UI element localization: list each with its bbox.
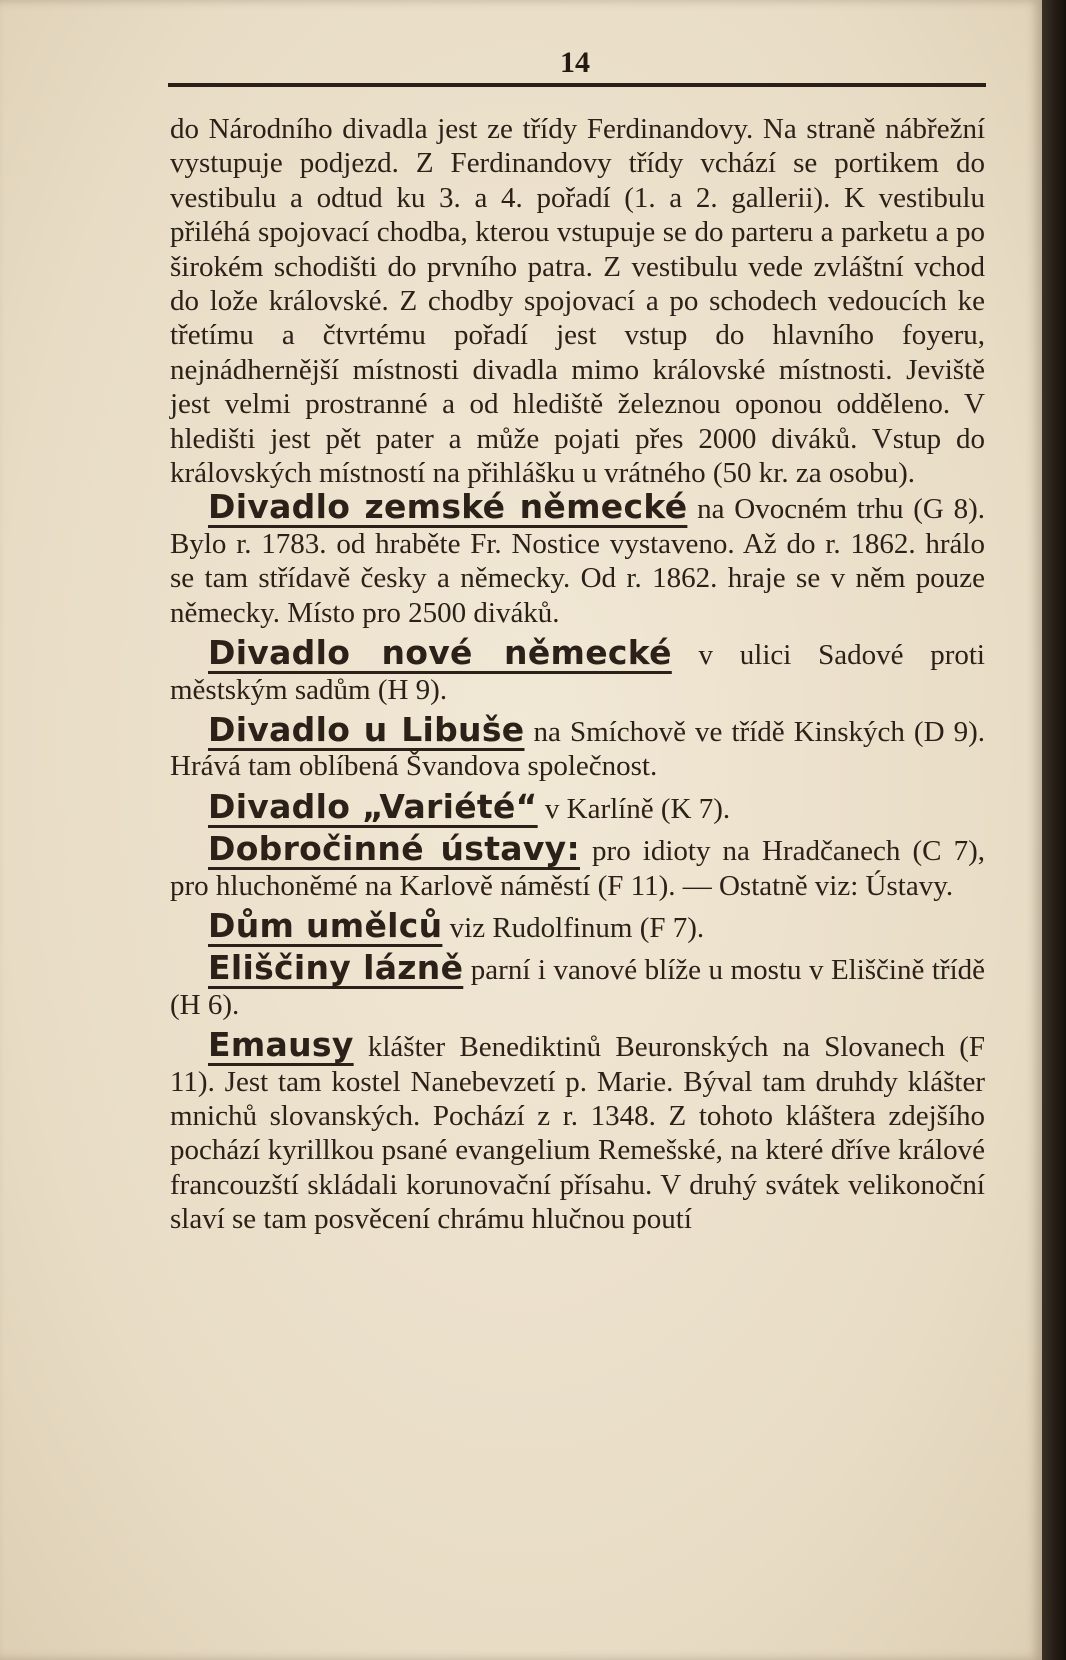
page-number: 14 (560, 46, 590, 79)
entry-headword: Divadlo u Libuše (208, 709, 525, 749)
entry-headword: Divadlo nové německé (208, 633, 672, 673)
page-text (170, 112, 985, 1237)
entry-divadlo-zemske-nemecke (170, 487, 985, 630)
entry-divadlo-nove-nemecke (170, 633, 985, 707)
entry-divadlo-variete (170, 786, 985, 826)
entry-headword: Emausy (208, 1025, 354, 1065)
entry-headword: Dům umělců (208, 905, 443, 945)
entry-dum-umelcu (170, 905, 985, 945)
entry-text: v ulici Sadové proti městským sadům (H 9). (170, 639, 985, 706)
entry-emausy (170, 1025, 985, 1236)
entry-elisciny-lazne (170, 948, 985, 1022)
entry-text: viz Rudolfinum (F 7). (442, 911, 705, 944)
entry-headword: Dobročinné ústavy: (208, 829, 580, 869)
entry-dobrocinne-ustavy (170, 829, 985, 903)
entry-text: parní i vanové blíže u mostu v Eliščině třídě (H 6). (170, 954, 985, 1021)
intro-paragraph: do Národního divadla jest ze třídy Ferdinandovy. Na straně nábřežní vystupuje podjezd. Z Ferdinandovy třídy vchází se portikem do vestibulu a odtud ku 3. a 4. pořadí (1. a 2. gallerii). K vestibulu přiléhá spojovací chodba, kterou vstupuje se do parteru a parketu a po širokém schodišti do prvního patra. Z vestibulu vede zvláštní vchod do lože královské. Z chodby spojovací a po schodech vedoucích ke třetímu a čtvrtému pořadí jest vstup do hlavního foyeru, nejnádhernější místnosti divadla mimo královské místnosti. Jeviště jest velmi prostranné a od hlediště železnou oponou odděleno. V hledišti jest pět pater a může pojati přes 2000 diváků. Vstup do královských místností na přihlášku u vrátného (50 kr. za osobu). (170, 113, 985, 490)
entry-headword: Divadlo „Variété“ (208, 786, 538, 826)
entry-text: na Smíchově ve třídě Kinských (D 9). Hrává tam oblíbená Švandova společnost. (170, 715, 985, 783)
entry-text: pro idioty na Hradčanech (C 7), pro hluchoněmé na Karlově náměstí (F 11). — Ostatně viz: Ústavy. (170, 835, 985, 902)
entry-headword: Divadlo zemské německé (208, 487, 688, 527)
entry-headword: Eliščiny lázně (208, 948, 464, 988)
entry-text: klášter Benediktinů Beuronských na Slovanech (F 11). Jest tam kostel Nanebevzetí p. Marie. Býval tam druhdy klášter mnichů slovanských. Pochází z r. 1348. Z tohoto kláštera zdejšího pochází kyrillkou psané evangelium Remešské, na které dříve králové francouzští skládali korunovační přísahu. V druhý svátek velikonoční slaví se tam posvěcení chrámu hlučnou poutí (170, 1031, 985, 1236)
entry-text: na Ovocném trhu (G 8). Bylo r. 1783. od hraběte Fr. Nostice vystaveno. Až do r. 1862. hrálo se tam střídavě česky a německy. Od r. 1862. hraje se v něm pouze německy. Místo pro 2500 diváků. (170, 493, 985, 629)
entry-text: v Karlíně (K 7). (537, 792, 731, 825)
header-rule (168, 83, 986, 87)
entry-divadlo-u-libuse (170, 709, 985, 784)
book-spine-edge (1042, 0, 1066, 1660)
